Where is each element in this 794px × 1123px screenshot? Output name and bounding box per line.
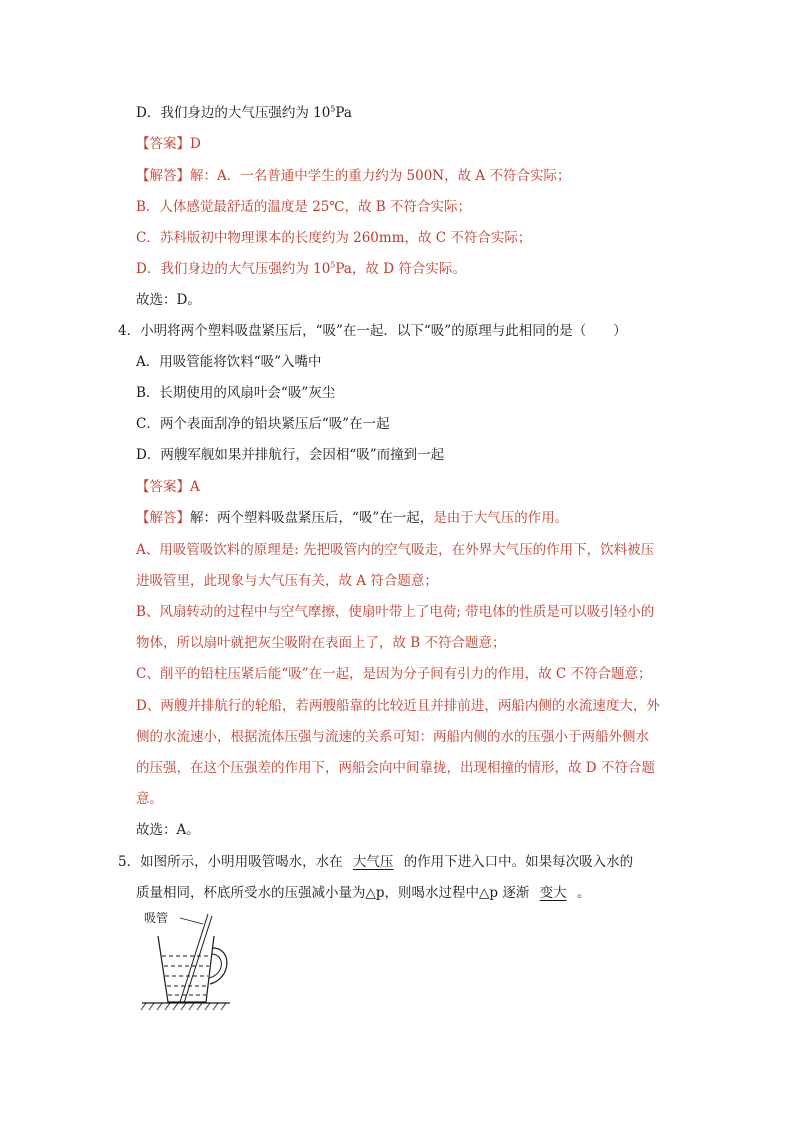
cup-straw-drawing: [140, 908, 240, 1013]
answer-value: A: [190, 479, 200, 495]
q3-analysis-line3: C．苏科版初中物理课本的长度约为 260mm，故 C 不符合实际；: [136, 230, 532, 246]
q4-analysis-b-1: B、风扇转动的过程中与空气摩擦，使扇叶带上了电荷; 带电体的性质是可以吸引轻小的: [136, 604, 655, 620]
q4-option-b: B．长期使用的风扇叶会“吸”灰尘: [136, 385, 336, 401]
q3-answer: [136, 135, 201, 153]
q4-analysis-d-2: 侧的水流速小，根据流体压强与流速的关系可知：两船内侧的水的压强小于两船外侧水: [136, 729, 649, 745]
answer-value: D: [190, 136, 201, 152]
q4-analysis-d-4: 意。: [136, 791, 163, 807]
q4-analysis-c-1: C、削平的铅柱压紧后能“吸”在一起，是因为分子间有引力的作用，故 C 不符合题意；: [136, 666, 652, 682]
q5-line1: 5．如图所示，小明用吸管喝水，水在 大气压 的作用下进入口中。如果每次吸入水的: [118, 854, 634, 870]
q4-analysis-d-1: D、两艘并排航行的轮船，若两艘船靠的比较近且并排前进，两船内侧的水流速度大，外: [136, 698, 660, 714]
q4-analysis-a-1: A、用吸管吸饮料的原理是: 先把吸管内的空气吸走，在外界大气压的作用下，饮料被压: [136, 542, 655, 558]
q4-option-d: D．两艘军舰如果并排航行，会因相“吸”而撞到一起: [136, 447, 445, 463]
q5-blank-2: 变大: [539, 885, 567, 901]
analysis-tag: 【解答】: [136, 510, 190, 526]
q5-blank-1: 大气压: [352, 854, 394, 870]
q3-analysis-line2: B．人体感觉最舒适的温度是 25℃，故 B 不符合实际；: [136, 199, 471, 215]
q3-analysis-line4: D．我们身边的大气压强约为 $10^5Pa$，故 D 符合实际。: [136, 260, 466, 277]
answer-tag: 【答案】: [136, 479, 190, 495]
q5-line2: 质量相同，杯底所受水的压强减小量为△p，则喝水过程中△p 逐渐 变大 。: [136, 885, 591, 901]
cup-straw-figure: [140, 908, 240, 1013]
q4-analysis-b-2: 物体，所以扇叶就把灰尘吸附在表面上了，故 B 不符合题意；: [136, 635, 506, 651]
analysis-tag: 【解答】: [136, 168, 190, 184]
q4-stem: 4．小明将两个塑料吸盘紧压后，“吸”在一起．以下“吸”的原理与此相同的是（ ）: [118, 323, 627, 339]
q3-option-d: D．我们身边的大气压强约为 $10^5Pa$: [136, 104, 352, 121]
q4-analysis-intro: 【解答】解：两个塑料吸盘紧压后，“吸”在一起，是由于大气压的作用。: [136, 510, 569, 526]
q4-analysis-a-2: 进吸管里，此现象与大气压有关，故 A 符合题意；: [136, 573, 438, 589]
q3-choose: 故选：D。: [136, 292, 201, 308]
q4-option-a: A．用吸管能将饮料“吸”入嘴中: [136, 354, 322, 370]
q3-analysis-line1: 【解答】解：A．一名普通中学生的重力约为 500N，故 A 不符合实际；: [136, 168, 571, 184]
q4-analysis-d-3: 的压强，在这个压强差的作用下，两船会向中间靠拢，出现相撞的情形，故 D 不符合题: [136, 760, 655, 776]
q4-answer: [136, 478, 200, 496]
q4-choose: 故选：A。: [136, 822, 200, 838]
straw-label: 吸管: [144, 911, 169, 925]
q4-option-c: C．两个表面刮净的铅块紧压后“吸”在一起: [136, 416, 390, 432]
answer-tag: 【答案】: [136, 136, 190, 152]
